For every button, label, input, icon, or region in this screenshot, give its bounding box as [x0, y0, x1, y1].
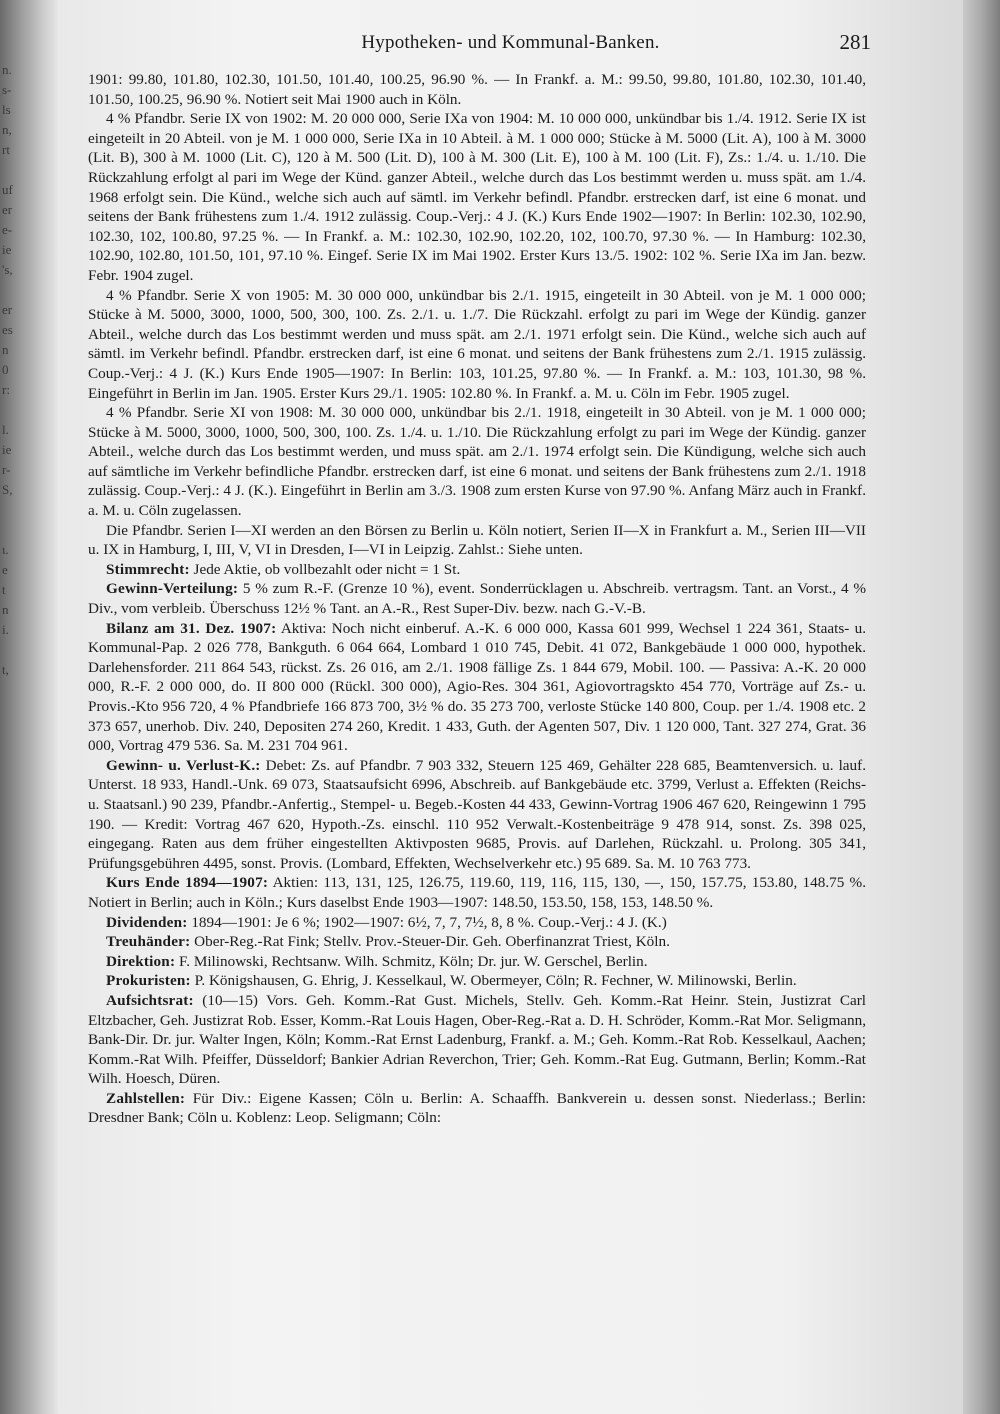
left-margin-fragment: r: [2, 382, 10, 397]
gewinn-verteilung-text: 5 % zum R.-F. (Grenze 10 %), event. Sonderrücklagen u. Abschreib. vertragsm. Tant. an Vorst., 4 % Div., vom verbleib. Überschuss 12½ % Tant. an A.-R., Rest Super-Div. bezw. nach G.-V.-B. [88, 580, 866, 618]
left-margin-fragment: t [2, 582, 6, 597]
left-margin-fragment: n. [2, 62, 12, 77]
stimmrecht-label: Stimmrecht: [106, 560, 190, 578]
left-margin-fragment: er [2, 302, 13, 317]
paragraph-p5 [88, 521, 866, 560]
prokuristen-label: Prokuristen: [106, 972, 191, 990]
left-margin-fragment: r- [2, 462, 11, 477]
left-margin-fragments [2, 60, 36, 780]
left-margin-fragment: i. [2, 622, 9, 637]
p5-text: Die Pfandbr. Serien I—XI werden an den Börsen zu Berlin u. Köln notiert, Serien II—X in Frankfurt a. M., Serien III—VII u. IX in Hamburg, I, III, V, VI in Dresden, I—VI in Leipzig. Zahlst.: Siehe unten. [88, 521, 866, 559]
left-margin-fragment: ie [2, 442, 12, 457]
gewinn-verteilung-label: Gewinn-Verteilung: [106, 580, 239, 598]
left-margin-fragment: n, [2, 122, 12, 137]
bilanz-label: Bilanz am 31. Dez. 1907: [106, 619, 277, 637]
left-margin-fragment: e- [2, 222, 13, 237]
paragraph-stimmrecht [88, 560, 866, 580]
left-margin-fragment [2, 640, 36, 660]
paragraph-prokuristen [88, 971, 866, 991]
left-margin-fragment: es [2, 322, 13, 337]
left-margin-fragment [2, 520, 36, 540]
p1-text: 1901: 99.80, 101.80, 102.30, 101.50, 101.40, 100.25, 96.90 %. — In Frankf. a. M.: 99.50, 99.80, 101.80, 102.30, 101.40, 101.50, 100.25, 96.90 %. Notiert seit Mai 1900 auch in Köln. [88, 71, 866, 108]
bilanz-text: Aktiva: Noch nicht einberuf. A.-K. 6 000 000, Kassa 601 999, Wechsel 1 224 361, Staats- u. Kommunal-Pap. 2 026 778, Bankguth. 6 064 664, Lombard 1 010 745, Debit. 41 072, Bankgebäude 1 000 000, hypothek. Darlehensforder. 211 864 543, rückst. Zs. 26 016, am 2./1. 1908 fällige Zs. 1 844 679, Mobil. 100. — Passiva: A.-K. 20 000 000, R.-F. 2 000 000, do. II 800 000 (Rückl. 300 000), Agio-Res. 304 361, Agiovortragskto 454 770, Vorträge auf Zs.- u. Provis.-Kto 956 720, 4 % Pfandbriefe 166 873 700, 3½ % do. 35 273 700, verloste Stücke 140 800, Coup. per 1./4. 1908 etc. 2 373 657, unerhob. Div. 240, Depositen 274 260, Kredit. 1 433, Guth. der Agenten 507, Div. 1 120 000, Tant. 327 274, Grat. 36 000, Vortrag 479 536. Sa. M. 231 704 961. [88, 619, 867, 755]
aufsichtsrat-label: Aufsichtsrat: [106, 991, 194, 1009]
paragraph-p4 [88, 403, 866, 521]
gewinn-verlust-text: Debet: Zs. auf Pfandbr. 7 903 332, Steuern 125 469, Gehälter 228 685, Beamtenversich. u. lauf. Unterst. 18 933, Handl.-Unk. 69 073, Staatsaufsicht 6996, Abschreib. auf Bankgebäude etc. 3799, Verlust a. Effekten (Reichs- u. Staatsanl.) 90 239, Pfandbr.-Anfertig., Stempel- u. Begeb.-Kosten 44 433, Gewinn-Vortrag 1906 467 620, Reingewinn 1 795 190. — Kredit: Vortrag 467 620, Hypoth.-Zs. einschl. 110 952 Verwalt.-Kostenbeiträge 9 478 914, sonst. Zs. 398 025, eingegang. Raten aus dem früher eingestellten Aktivposten 9685, Provis. auf Darlehen, Rückzahl. u. Prolong. 305 341, Prüfungsgebühren 4495, sonst. Provis. (Lombard, Effekten, Wechselverkehr etc.) 95 689. Sa. M. 10 763 773. [88, 756, 866, 872]
kurs-label: Kurs Ende 1894—1907: [106, 874, 269, 892]
treuhaender-label: Treuhänder: [106, 933, 191, 951]
left-margin-fragment: n [2, 602, 9, 617]
gewinn-verlust-label: Gewinn- u. Verlust-K.: [106, 756, 261, 774]
paragraph-p2 [88, 109, 866, 285]
paragraph-kurs [88, 873, 866, 912]
left-margin-fragment: ie [2, 242, 12, 257]
paragraph-direktion [88, 952, 866, 972]
aufsichtsrat-text: (10—15) Vors. Geh. Komm.-Rat Gust. Michels, Stellv. Geh. Komm.-Rat Heinr. Stein, Justizrat Carl Eltzbacher, Geh. Justizrat Rob. Esser, Komm.-Rat Louis Hagen, Ober-Reg.-Rat a. D. H. Schröder, Komm.-Rat Mor. Seligmann, Bank-Dir. Dr. jur. Walter Ingen, Köln; Komm.-Rat Ernst Ladenburg, Frankf. a. M.; Geh. Komm.-Rat Rob. Kesselkaul, Aachen; Komm.-Rat Wilh. Pfeiffer, Düsseldorf; Bankier Adrian Reverchon, Trier; Geh. Komm.-Rat Eug. Gutmann, Berlin; Komm.-Rat Wilh. Hoesch, Düren. [88, 991, 866, 1088]
left-margin-fragment: rt [2, 142, 10, 157]
left-margin-fragment: 's, [2, 262, 13, 277]
left-margin-fragment: ι. [2, 542, 9, 557]
paragraph-gewinn-verteilung [88, 579, 866, 618]
paragraph-gewinn-verlust [88, 756, 866, 874]
paragraph-p1 [88, 70, 866, 109]
left-margin-fragment [2, 720, 36, 740]
direktion-label: Direktion: [106, 952, 176, 970]
body-text [88, 70, 866, 1128]
left-margin-fragment [2, 400, 36, 420]
p2-text: 4 % Pfandbr. Serie IX von 1902: M. 20 000 000, Serie IXa von 1904: M. 10 000 000, unkündbar bis 1./4. 1912. Serie IX ist eingeteilt in 20 Abteil. von je M. 1 000 000, Serie IXa in 10 Abteil. à M. 1 000 000; Stücke à M. 5000 (Lit. A), 100 à M. 3000 (Lit. B), 300 à M. 1000 (Lit. C), 120 à M. 500 (Lit. D), 100 à M. 300 (Lit. E), 100 à M. 100 (Lit. F), Zs.: 1./4. u. 1./10. Die Rückzahlung erfolgt al pari im Wege der Künd. ganzer Abteil., welche durch das Los bestimmt werden u. muss spät. am 1./4. 1968 erfolgt sein. Die Künd., welche sich auch auf sämtl. im Verkehr befindl. Pfandbr. erstrecken darf, ist eine 6 monat. und seitens der Bank frühestens zum 1./4. 1912 zulässig. Coup.-Verj.: 4 J. (K.) Kurs Ende 1902—1907: In Berlin: 102.30, 102.90, 102.30, 102, 100.80, 97.25 %. — In Frankf. a. M.: 102.30, 102.90, 102.20, 102, 100.70, 97.30 %. — In Hamburg: 102.30, 102.90, 102.80, 101.50, 101, 97.10 %. Eingef. Serie IX im Mai 1902. Erster Kurs 13./5. 1902: 102 %. Serie IXa im Jan. bezw. Febr. 1904 zugel. [88, 110, 866, 284]
left-margin-fragment [2, 700, 36, 720]
page-number: 281 [839, 30, 871, 54]
treuhaender-text: Ober-Reg.-Rat Fink; Stellv. Prov.-Steuer-Dir. Geh. Oberfinanzrat Triest, Köln. [194, 933, 670, 951]
zahlstellen-text: Für Div.: Eigene Kassen; Cöln u. Berlin: A. Schaaffh. Bankverein u. dessen sonst. Niederlass.; Berlin: Dresdner Bank; Cöln u. Koblenz: Leop. Seligmann; Cöln: [88, 1089, 866, 1127]
paragraph-treuhaender [88, 932, 866, 952]
paragraph-bilanz [88, 619, 866, 756]
left-margin-fragment: l. [2, 422, 9, 437]
left-margin-fragment: S, [2, 482, 13, 497]
running-title: Hypotheken- und Kommunal-Banken. [361, 32, 660, 53]
zahlstellen-label: Zahlstellen: [106, 1089, 186, 1107]
p3-text: 4 % Pfandbr. Serie X von 1905: M. 30 000 000, unkündbar bis 2./1. 1915, eingeteilt in 30 Abteil. von je M. 1 000 000; Stücke à M. 5000, 3000, 1000, 500, 300, 100. Zs. 2./1. u. 1./7. Die Rückzahl. erfolgt zu pari im Wege der Kündig. ganzer Abteil., welche durch das Los bestimmt werden und muss spät. am 2./1. 1971 erfolgt sein. Die Künd., welche sich auch auf sämtl. im Verkehr befindl. Pfandbr. erstrecken darf, ist eine 6 monat. und seitens der Bank frühestens zum 2./1. 1915 zulässig. Coup.-Verj.: 4 J. (K.) Kurs Ende 1905—1907: In Berlin: 103, 101.25, 97.80 %. — In Frankf. a. M.: 103, 101.30, 98 %. Eingeführt in Berlin im Jan. 1905. Erster Kurs 29./1. 1905: 102.80 %. In Frankf. a. M. u. Cöln im Febr. 1905 zugel. [88, 286, 866, 402]
paragraph-p3 [88, 286, 866, 404]
dividenden-label: Dividenden: [106, 913, 188, 931]
left-margin-fragment [2, 500, 36, 520]
kurs-text: Aktien: 113, 131, 125, 126.75, 119.60, 119, 116, 115, 130, —, 150, 157.75, 153.80, 148.75 %. Notiert in Berlin; auch in Köln.; Kurs daselbst Ende 1903—1907: 148.50, 153.50, 158, 153, 148.50 %. [88, 874, 866, 911]
paragraph-zahlstellen [88, 1089, 866, 1128]
left-margin-fragment: e [2, 562, 8, 577]
left-margin-fragment [2, 680, 36, 700]
stimmrecht-text: Jede Aktie, ob vollbezahlt oder nicht = 1 St. [193, 560, 461, 578]
direktion-text: F. Milinowski, Rechtsanw. Wilh. Schmitz, Köln; Dr. jur. W. Gerschel, Berlin. [179, 952, 648, 970]
left-margin-fragment: ls [2, 102, 11, 117]
left-margin-fragment: t, [2, 662, 9, 677]
paragraph-aufsichtsrat [88, 991, 866, 1089]
left-margin-fragment: 0 [2, 362, 9, 377]
dividenden-text: 1894—1901: Je 6 %; 1902—1907: 6½, 7, 7, 7½, 8, 8 %. Coup.-Verj.: 4 J. (K.) [191, 913, 667, 931]
left-margin-fragment: n [2, 342, 9, 357]
page-header [58, 26, 963, 62]
left-margin-fragment [2, 760, 36, 780]
left-margin-fragment [2, 280, 36, 300]
left-margin-fragment: er [2, 202, 13, 217]
left-margin-fragment: s- [2, 82, 12, 97]
p4-text: 4 % Pfandbr. Serie XI von 1908: M. 30 000 000, unkündbar bis 2./1. 1918, eingeteilt in 30 Abteil. von je M. 1 000 000; Stücke à M. 5000, 3000, 1000, 500, 300, 100. Zs. 1./4. u. 1./10. Die Rückzahlung erfolgt zu pari im Wege der Kündig. ganzer Abteil., welche durch das Los bestimmt werden, und muss spät. am 2./1. 1974 erfolgt sein. Die Kündigung, welche sich auch auf sämtliche im Verkehr befindliche Pfandbr. erstrecken darf, ist eine 6 monat. und seitens der Bank frühestens zum 2./1. 1918 zulässig. Coup.-Verj.: 4 J. (K.). Eingeführt in Berlin am 3./3. 1908 zum ersten Kurse von 97.90 %. Anfang März auch in Frankf. a. M. u. Cöln zugelassen. [88, 404, 866, 520]
scan-right-edge [963, 0, 1000, 1414]
prokuristen-text: P. Königshausen, G. Ehrig, J. Kesselkaul, W. Obermeyer, Cöln; R. Fechner, W. Milinowski, Berlin. [194, 972, 797, 990]
left-margin-fragment [2, 160, 36, 180]
paragraph-dividenden [88, 913, 866, 933]
left-margin-fragment: uf [2, 182, 13, 197]
left-margin-fragment [2, 740, 36, 760]
